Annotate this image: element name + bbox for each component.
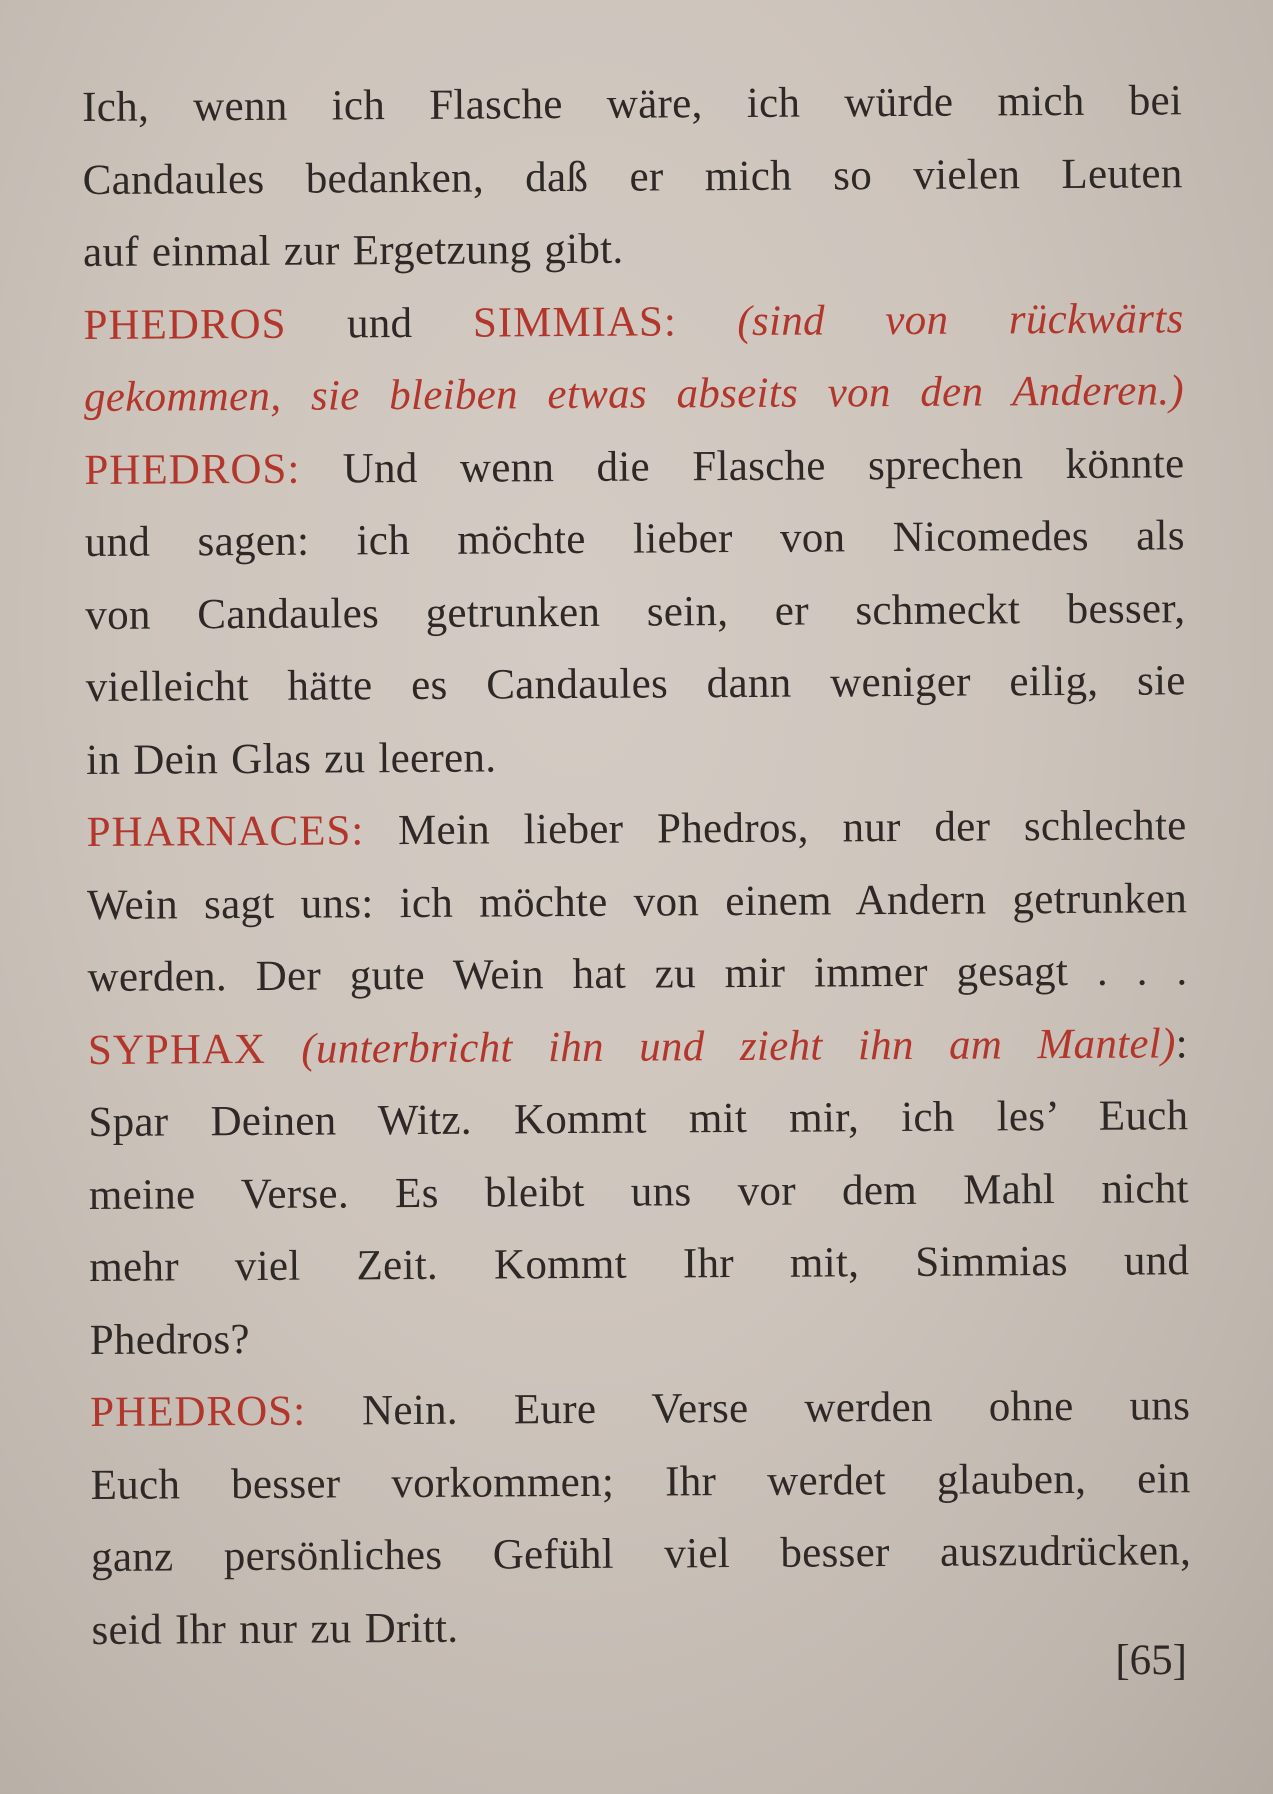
page-number: [65] [1115,1637,1187,1684]
speaker-name: SYPHAX [87,1025,267,1074]
speaker-name: SIMMIAS: [472,297,677,347]
speaker-line: PHEDROS und SIMMIAS: (sind von rückwärts [83,294,1184,349]
text-line: Candaules bedanken, daß er mich so vielen Leuten [82,149,1183,204]
text-line: Phedros? [89,1315,250,1364]
text-line: ganz persönliches Gefühl viel besser auszudrücken, [90,1527,1192,1581]
text-line: auf einmal zur Ergetzung gibt. [82,225,624,276]
text-line: seid Ihr nur zu Dritt. [91,1604,459,1654]
text-line: Ich, wenn ich Flasche wäre, ich würde mich bei [82,77,1183,131]
text-line: Wein sagt uns: ich möchte von einem Andern getrunken [86,874,1188,929]
play-text [82,65,1192,1667]
speaker-line: PHEDROS: Nein. Eure Verse werden ohne uns [90,1382,1191,1436]
speaker-line: PHARNACES: Mein lieber Phedros, nur der schlechte [86,802,1187,856]
text-line: mehr viel Zeit. Kommt Ihr mit, Simmias und [89,1237,1190,1291]
speaker-name: PHEDROS [83,300,287,349]
text-line: meine Verse. Es bleibt uns vor dem Mahl nicht [88,1164,1189,1219]
text-line: in Dein Glas zu leeren. [86,733,497,784]
text-line: von Candaules getrunken sein, er schmeckt besser, [85,584,1186,639]
text-line: vielleicht hätte es Candaules dann weniger eilig, sie [85,657,1186,711]
stage-direction: (unterbricht ihn und zieht ihn am Mantel) [265,1019,1176,1073]
text-line: werden. Der gute Wein hat zu mir immer gesagt . . . [87,947,1188,1001]
speaker-name: PHARNACES: [86,807,365,856]
stage-direction: (sind von rückwärts [676,294,1184,345]
text-line: Spar Deinen Witz. Kommt mit mir, ich les’ Euch [88,1092,1189,1146]
text-line: Euch besser vorkommen; Ihr werdet glauben, ein [90,1454,1191,1509]
speaker-line: SYPHAX (unterbricht ihn und zieht ihn am Mantel): [87,1019,1189,1074]
speaker-name: PHEDROS: [90,1387,307,1436]
stage-direction-line [84,355,1184,434]
speaker-line: PHEDROS: Und wenn die Flasche sprechen könnte [84,439,1185,494]
text-line: und sagen: ich möchte lieber von Nicomedes als [84,512,1185,566]
speaker-name: PHEDROS: [84,445,301,494]
stage-direction: gekommen, sie bleiben etwas abseits von den Anderen.) [83,367,1185,421]
